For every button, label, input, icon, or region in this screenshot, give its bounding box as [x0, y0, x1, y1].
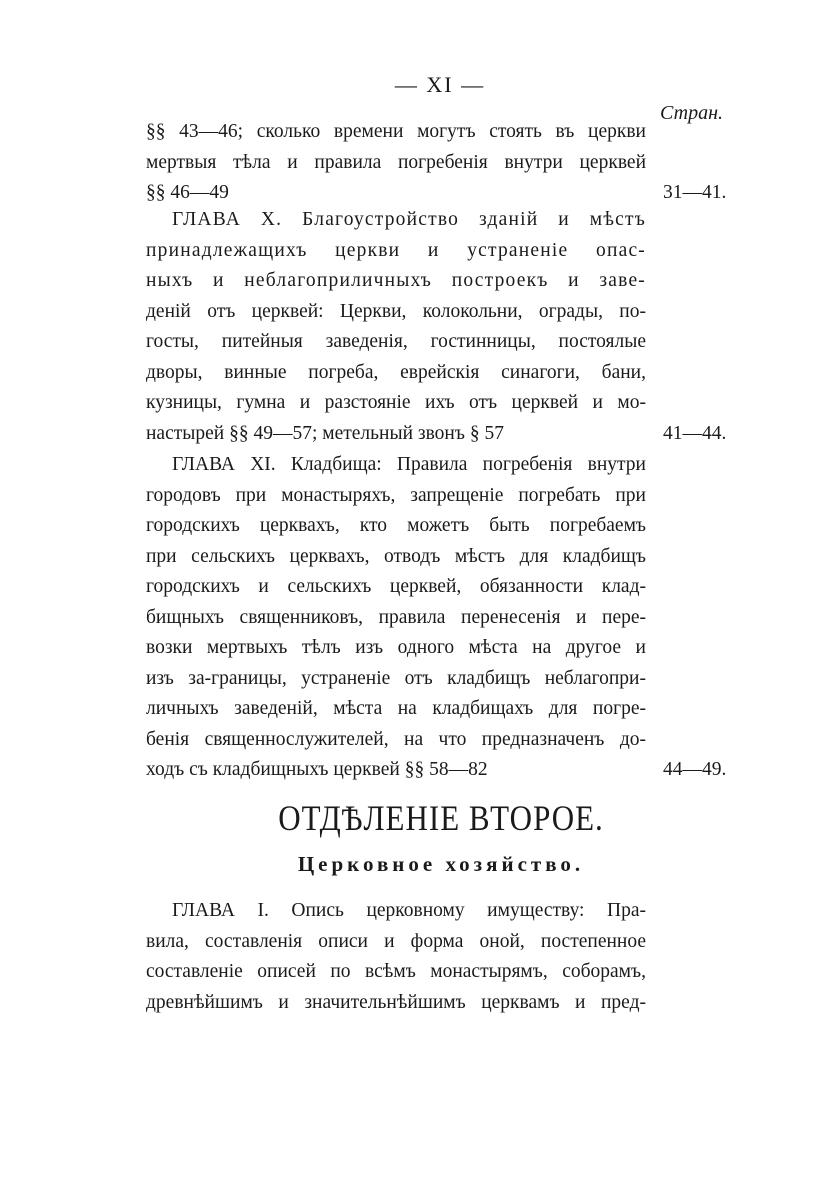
entry-pages: 41—44.: [663, 423, 727, 444]
entry-line: городовъ при монастыряхъ, запрещеніе погребать при: [146, 484, 646, 506]
entry-line: настырей §§ 49—57; метельный звонъ § 57: [146, 422, 504, 444]
entry-line: бенія священнослужителей, на что предназначенъ до-: [146, 728, 646, 750]
entry-line: древнѣйшимъ и значительнѣйшимъ церквамъ и пред-: [146, 991, 646, 1013]
entry-line: изъ за-границы, устраненіе отъ кладбищъ неблагопри-: [146, 667, 646, 689]
entry-pages: 44—49.: [663, 759, 727, 780]
entry-line: личныхъ заведеній, мѣста на кладбищахъ для погре-: [146, 698, 646, 719]
toc-entry-chapter-i: [146, 896, 646, 1018]
section-title: ОТДѢЛЕНІЕ ВТОРОЕ.: [278, 798, 604, 839]
entry-line: бищныхъ священниковъ, правила перенесенія и пере-: [146, 606, 646, 628]
entry-line: городскихъ церквахъ, кто можетъ быть погребаемъ: [146, 515, 646, 536]
entry-line: §§ 43—46; сколько времени могутъ стоять въ церкви: [146, 121, 646, 142]
entry-line: мертвыя тѣла и правила погребенія внутри церквей: [146, 151, 646, 173]
entry-line: ходъ съ кладбищныхъ церквей §§ 58—82: [146, 759, 488, 780]
entry-line: при сельскихъ церквахъ, отводъ мѣстъ для кладбищъ: [146, 545, 646, 567]
entry-pages: 31—41.: [663, 182, 727, 203]
entry-line: деній отъ церквей: Церкви, колокольни, ограды, по-: [146, 300, 646, 322]
toc-entry-chapter-xi: [146, 450, 646, 786]
entry-line: кузницы, гумна и разстояніе ихъ отъ церквей и мо-: [146, 392, 646, 413]
entry-line: возки мертвыхъ тѣлъ изъ одного мѣста на другое и: [146, 637, 646, 658]
toc-entry-continuation: [146, 117, 646, 209]
entry-line: ГЛАВА XI. Кладбища: Правила погребенія внутри: [172, 454, 646, 475]
pages-column-header: Стран.: [660, 102, 723, 124]
entry-line: ныхъ и неблагоприличныхъ построекъ и заве-: [146, 270, 646, 291]
entry-line: ГЛАВА X. Благоустройство зданій и мѣстъ: [172, 209, 646, 230]
entry-line: составленіе описей по всѣмъ монастырямъ, соборамъ,: [146, 961, 646, 982]
entry-line: §§ 46—49: [146, 182, 229, 203]
page-number: — XI —: [394, 72, 486, 97]
toc-entry-chapter-x: [146, 205, 646, 449]
entry-line: дворы, винные погреба, еврейскія синагоги, бани,: [146, 361, 646, 383]
entry-line: вила, составленія описи и форма оной, постепенное: [146, 930, 646, 952]
entry-line: городскихъ и сельскихъ церквей, обязанности клад-: [146, 576, 646, 597]
entry-line: принадлежащихъ церкви и устраненіе опас-: [146, 239, 646, 261]
section-subtitle: Церковное хозяйство.: [297, 852, 585, 876]
entry-line: ГЛАВА I. Опись церковному имуществу: Пра-: [172, 900, 646, 921]
entry-line: госты, питейныя заведенія, гостинницы, постоялые: [146, 331, 646, 352]
